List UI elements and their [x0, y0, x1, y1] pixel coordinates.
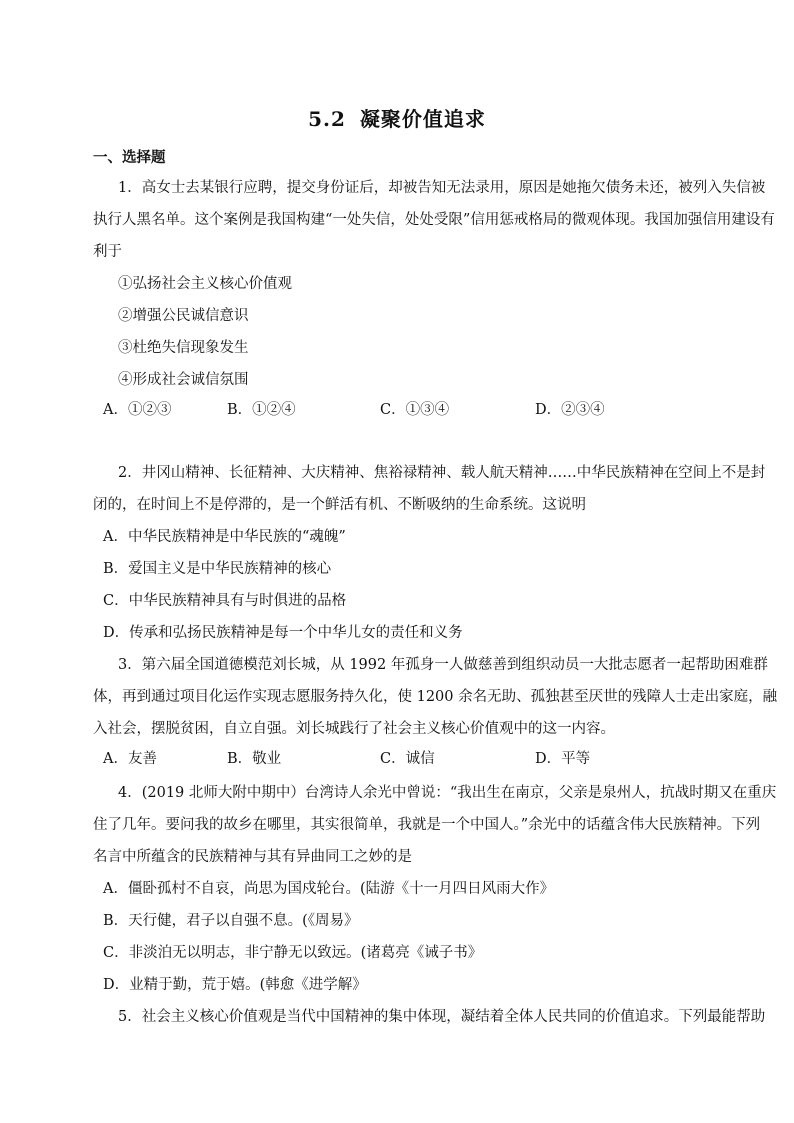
q4-line-3: 名言中所蕴含的民族精神与其有异曲同工之妙的是 [93, 849, 412, 865]
q3-option-b: B．敬业 [227, 751, 282, 767]
q1-option-c: C．①③④ [380, 402, 450, 418]
q1-option-d: D．②③④ [535, 402, 605, 418]
q1-line-1: 1．高女士去某银行应聘，提交身份证后，却被告知无法录用，原因是她拖欠债务未还，被列入失信被 [118, 180, 766, 196]
q4-line-2: 住了几年。要问我的故乡在哪里，其实很简单，我就是一个中国人。”余光中的话蕴含伟大民族精神。下列 [93, 817, 761, 833]
q1-item-1: ①弘扬社会主义核心价值观 [118, 276, 292, 292]
q5-line-1: 5．社会主义核心价值观是当代中国精神的集中体现，凝结着全体人民共同的价值追求。下列最能帮助 [118, 1009, 766, 1025]
page-title [0, 103, 794, 132]
q3-option-a: A．友善 [103, 751, 157, 767]
q1-option-a: A．①②③ [103, 402, 172, 418]
q2-option-a: A．中华民族精神是中华民族的“魂魄” [103, 529, 346, 545]
q4-option-d: D．业精于勤，荒于嬉。(韩愈《进学解》 [103, 977, 367, 993]
q1-item-4: ④形成社会诚信氛围 [118, 372, 249, 388]
q2-option-c: C．中华民族精神具有与时俱进的品格 [103, 593, 347, 609]
title-text: 凝聚价值追求 [359, 107, 486, 131]
q1-option-b: B．①②④ [227, 402, 296, 418]
q3-options [0, 749, 794, 769]
q3-line-2: 体，再到通过项目化运作实现志愿服务持久化，使 1200 余名无助、孤独甚至厌世的残障人士走出家庭，融 [93, 689, 778, 705]
q1-item-3: ③杜绝失信现象发生 [118, 340, 249, 356]
q1-options [0, 400, 794, 420]
q3-option-c: C．诚信 [380, 751, 435, 767]
q1-item-2: ②增强公民诚信意识 [118, 308, 249, 324]
q4-option-a: A．僵卧孤村不自哀，尚思为国戍轮台。(陆游《十一月四日风雨大作》 [103, 881, 555, 897]
q4-line-1: 4．(2019 北师大附中期中）台湾诗人余光中曾说：“我出生在南京，父亲是泉州人，抗战时期又在重庆 [118, 785, 777, 801]
q2-option-d: D．传承和弘扬民族精神是每一个中华儿女的责任和义务 [103, 625, 463, 641]
q4-option-c: C．非淡泊无以明志，非宁静无以致远。(诸葛亮《诫子书》 [103, 945, 483, 961]
q2-option-b: B．爱国主义是中华民族精神的核心 [103, 561, 332, 577]
q2-line-1: 2．井冈山精神、长征精神、大庆精神、焦裕禄精神、载人航天精神……中华民族精神在空间上不是封 [118, 465, 766, 481]
q2-line-2: 闭的，在时间上不是停滞的，是一个鲜活有机、不断吸纳的生命系统。这说明 [93, 497, 586, 513]
q3-line-3: 入社会，摆脱贫困，自立自强。刘长城践行了社会主义核心价值观中的这一内容。 [93, 721, 615, 737]
section-heading: 一、选择题 [93, 149, 166, 166]
q1-line-2: 执行人黑名单。这个案例是我国构建“一处失信，处处受限”信用惩戒格局的微观体现。我国加强信用建设有 [93, 212, 775, 228]
q1-line-3: 利于 [93, 244, 122, 260]
q3-option-d: D．平等 [535, 751, 591, 767]
title-number: 5.2 [308, 107, 346, 131]
q3-line-1: 3．第六届全国道德模范刘长城，从 1992 年孤身一人做慈善到组织动员一大批志愿者一起帮助困难群 [118, 657, 768, 673]
q4-option-b: B．天行健，君子以自强不息。(《周易》 [103, 913, 359, 929]
